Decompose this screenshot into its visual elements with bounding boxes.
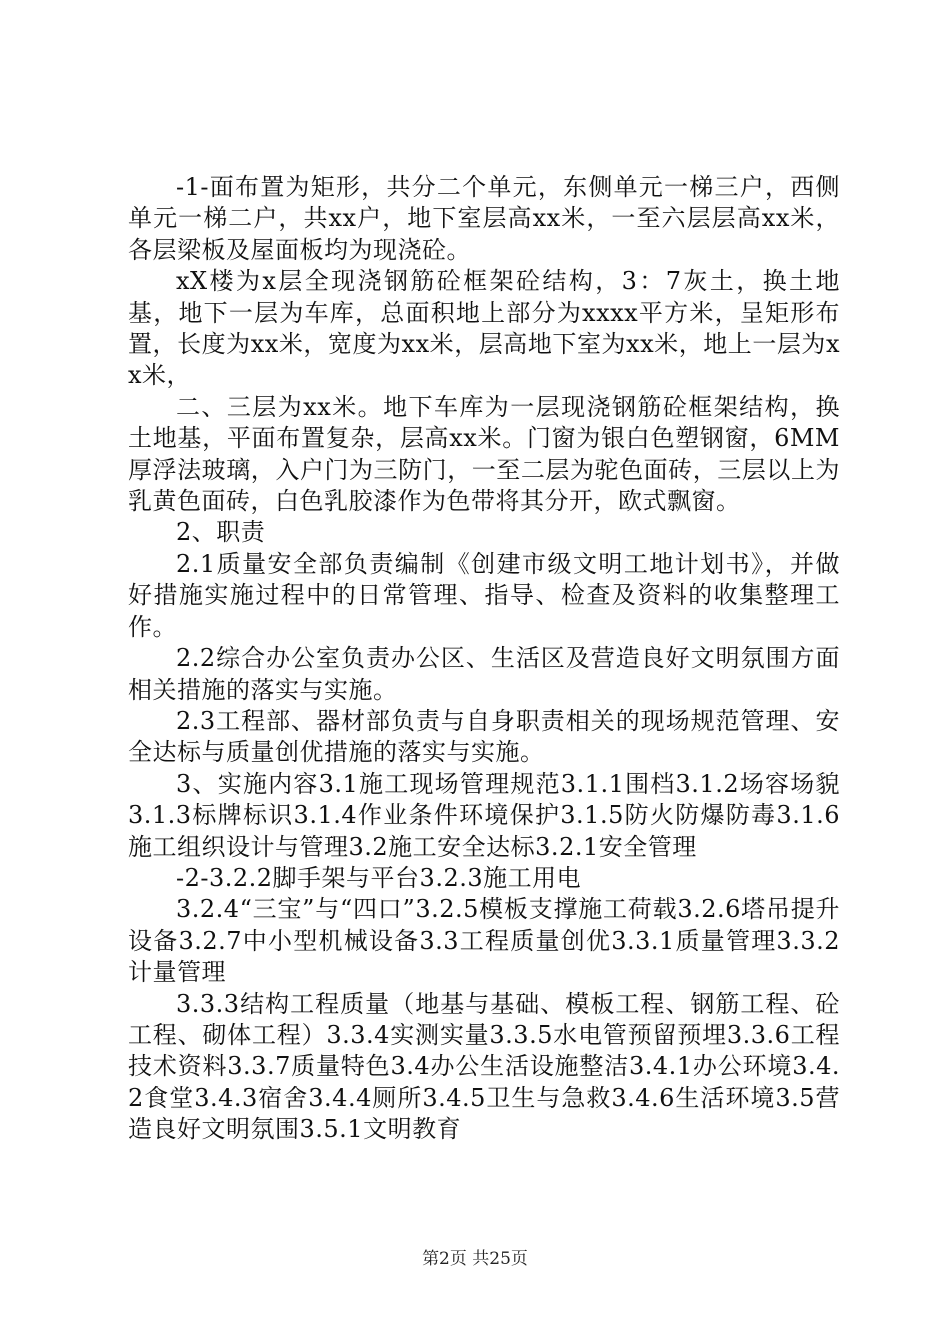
paragraph-duty-2-3: 2.3工程部、器材部负责与自身职责相关的现场规范管理、安全达标与质量创优措施的落实与实施。 — [128, 706, 840, 767]
paragraph-garage-windows: 二、三层为xx米。地下车库为一层现浇钢筋砼框架结构，换土地基，平面布置复杂，层高xx米。门窗为银白色塑钢窗，6MM厚浮法玻璃，入户门为三防门，一至二层为驼色面砖，三层以上为乳黄色面砖，白色乳胶漆作为色带将其分开，欧式飘窗。 — [128, 392, 840, 516]
page-footer: 第2页 共25页 — [422, 1249, 528, 1269]
paragraph-implementation-3-3-3: 3.3.3结构工程质量（地基与基础、模板工程、钢筋工程、砼工程、砌体工程）3.3.4实测实量3.3.5水电管预留预埋3.3.6工程技术资料3.3.7质量特色3.4办公生活设施整洁3.4.1办公环境3.4.2食堂3.4.3宿舍3.4.4厕所3.4.5卫生与急救3.4.6生活环境3.5营造良好文明氛围3.5.1文明教育 — [128, 989, 840, 1144]
paragraph-duty-2-2: 2.2综合办公室负责办公区、生活区及营造良好文明氛围方面相关措施的落实与实施。 — [128, 644, 840, 704]
section-heading-duties: 2、职责 — [176, 518, 266, 547]
paragraph-implementation-3-2-2: -2-3.2.2脚手架与平台3.2.3施工用电 — [176, 863, 582, 892]
paragraph-structure: xX楼为x层全现浇钢筋砼框架砼结构，3：7灰土，换土地基，地下一层为车库，总面积地上部分为xxxx平方米，呈矩形布置，长度为xx米，宽度为xx米，层高地下室为xx米，地上一层为xx米， — [128, 267, 840, 390]
paragraph-duty-2-1: 2.1质量安全部负责编制《创建市级文明工地计划书》，并做好措施实施过程中的日常管理、指导、检查及资料的收集整理工作。 — [128, 549, 840, 641]
document-body — [128, 172, 840, 1146]
paragraph-building-layout: -1-面布置为矩形，共分二个单元，东侧单元一梯三户，西侧单元一梯二户，共xx户，地下室层高xx米，一至六层层高xx米，各层梁板及屋面板均为现浇砼。 — [128, 173, 840, 264]
paragraph-implementation-3-2-4: 3.2.4“三宝”与“四口”3.2.5模板支撑施工荷载3.2.6塔吊提升设备3.2.7中小型机械设备3.3工程质量创优3.3.1质量管理3.3.2计量管理 — [128, 895, 840, 987]
paragraph-implementation-3: 3、实施内容3.1施工现场管理规范3.1.1围档3.1.2场容场貌3.1.3标牌标识3.1.4作业条件环境保护3.1.5防火防爆防毒3.1.6施工组织设计与管理3.2施工安全达标3.2.1安全管理 — [128, 769, 840, 861]
